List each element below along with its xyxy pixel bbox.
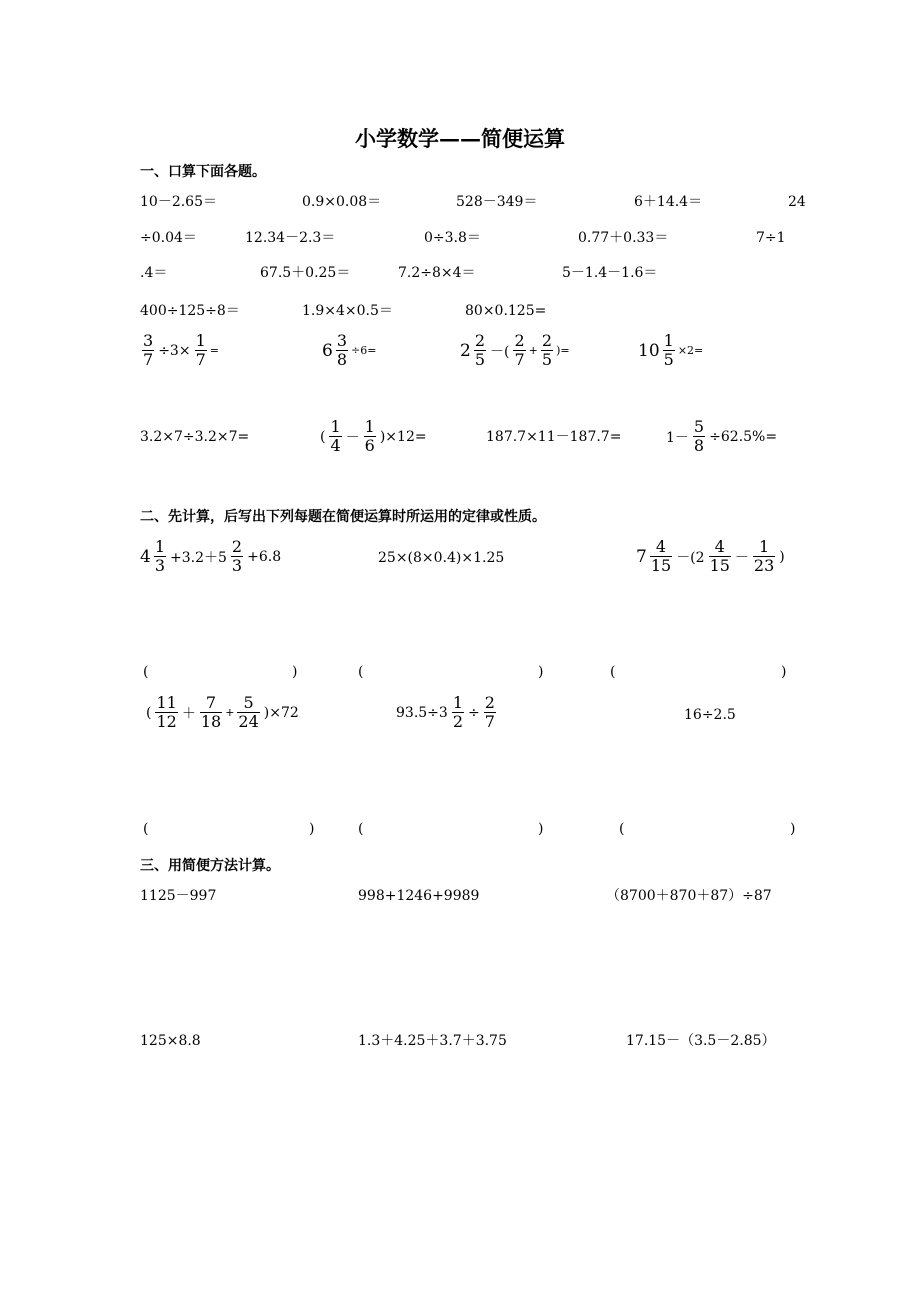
answer-paren-close: ) bbox=[790, 821, 796, 837]
problem-5-3: 2 2 5 －( 2 7 + $\frac{2}{5}$ )= bbox=[460, 331, 570, 369]
problem-4-2: 1.9×4×0.5＝ bbox=[302, 303, 393, 319]
problem-s2-1: 4 1 3 +3.2＋5 2 3 +6.8 bbox=[140, 537, 282, 575]
answer-paren-open: ( bbox=[610, 664, 616, 680]
problem-2-2: 12.34－2.3＝ bbox=[245, 230, 336, 246]
problem-s3-6: 17.15－（3.5－2.85） bbox=[626, 1033, 776, 1049]
problem-1-5: 24 bbox=[788, 194, 806, 210]
problem-s3-1: 1125－997 bbox=[140, 888, 217, 904]
problem-1-3: 528－349＝ bbox=[456, 194, 538, 210]
problem-s3-4: 125×8.8 bbox=[140, 1033, 201, 1049]
problem-1-2: 0.9×0.08＝ bbox=[302, 194, 382, 210]
answer-paren-open: ( bbox=[619, 821, 625, 837]
problem-6-1: 3.2×7÷3.2×7= bbox=[140, 429, 250, 445]
problem-2-3: 0÷3.8＝ bbox=[424, 230, 481, 246]
answer-paren-open: ( bbox=[143, 664, 149, 680]
problem-3-1: .4＝ bbox=[140, 265, 168, 281]
page-title: 小学数学——简便运算 bbox=[355, 126, 565, 151]
problem-6-2: ( 1 4 － 1 6 )×12= bbox=[320, 417, 427, 455]
answer-paren-close: ) bbox=[538, 821, 544, 837]
problem-2-5: 7÷1 bbox=[756, 230, 786, 246]
answer-paren-close: ) bbox=[781, 664, 787, 680]
problem-5-2: 6 $\frac{3}{8}$ ÷6= bbox=[322, 331, 377, 369]
problem-3-3: 7.2÷8×4＝ bbox=[398, 265, 476, 281]
problem-s3-5: 1.3＋4.25＋3.7＋3.75 bbox=[358, 1033, 507, 1049]
section-3-heading: 三、用简便方法计算。 bbox=[140, 858, 280, 874]
answer-paren-open: ( bbox=[358, 664, 364, 680]
problem-6-3: 187.7×11－187.7= bbox=[486, 429, 622, 445]
problem-2-4: 0.77＋0.33＝ bbox=[578, 230, 669, 246]
problem-4-3: 80×0.125= bbox=[465, 303, 547, 319]
problem-s2-2: 25×(8×0.4)×1.25 bbox=[378, 550, 505, 566]
answer-paren-close: ) bbox=[292, 664, 298, 680]
problem-s2-4: ( 11 12 ＋ 7 18 + $\frac{5}{24}$ )×72 bbox=[146, 693, 299, 731]
problem-6-4: 1－ $\frac{5}{8}$ ÷62.5%= bbox=[666, 417, 778, 455]
problem-s2-5: 93.5÷3 $\frac{1}{2}$ ÷ $\frac{2}{7}$ bbox=[396, 693, 495, 731]
problem-3-2: 67.5＋0.25＝ bbox=[260, 265, 351, 281]
problem-1-4: 6＋14.4＝ bbox=[634, 194, 703, 210]
problem-3-4: 5－1.4－1.6＝ bbox=[562, 265, 658, 281]
problem-5-4: 10 $\frac{1}{5}$ ×2= bbox=[638, 331, 704, 369]
answer-paren-open: ( bbox=[358, 821, 364, 837]
problem-s2-3: 7 4 15 －(2 4 15 － 1 23 ) bbox=[636, 537, 785, 575]
problem-s3-2: 998+1246+9989 bbox=[358, 888, 480, 904]
problem-s2-6: 16÷2.5 bbox=[684, 707, 736, 723]
answer-paren-open: ( bbox=[143, 821, 149, 837]
problem-5-1: $\frac{3}{7}$ ÷3× $\frac{1}{7}$ = bbox=[143, 331, 219, 369]
problem-4-1: 400÷125÷8＝ bbox=[140, 303, 240, 319]
problem-s3-3: （8700＋870＋87）÷87 bbox=[606, 888, 772, 904]
problem-2-1: ÷0.04＝ bbox=[140, 230, 197, 246]
problem-1-1: 10－2.65＝ bbox=[140, 194, 217, 210]
answer-paren-close: ) bbox=[309, 821, 315, 837]
answer-paren-close: ) bbox=[538, 664, 544, 680]
section-2-heading: 二、先计算，后写出下列每题在简便运算时所运用的定律或性质。 bbox=[140, 509, 546, 525]
section-1-heading: 一、口算下面各题。 bbox=[140, 164, 266, 180]
